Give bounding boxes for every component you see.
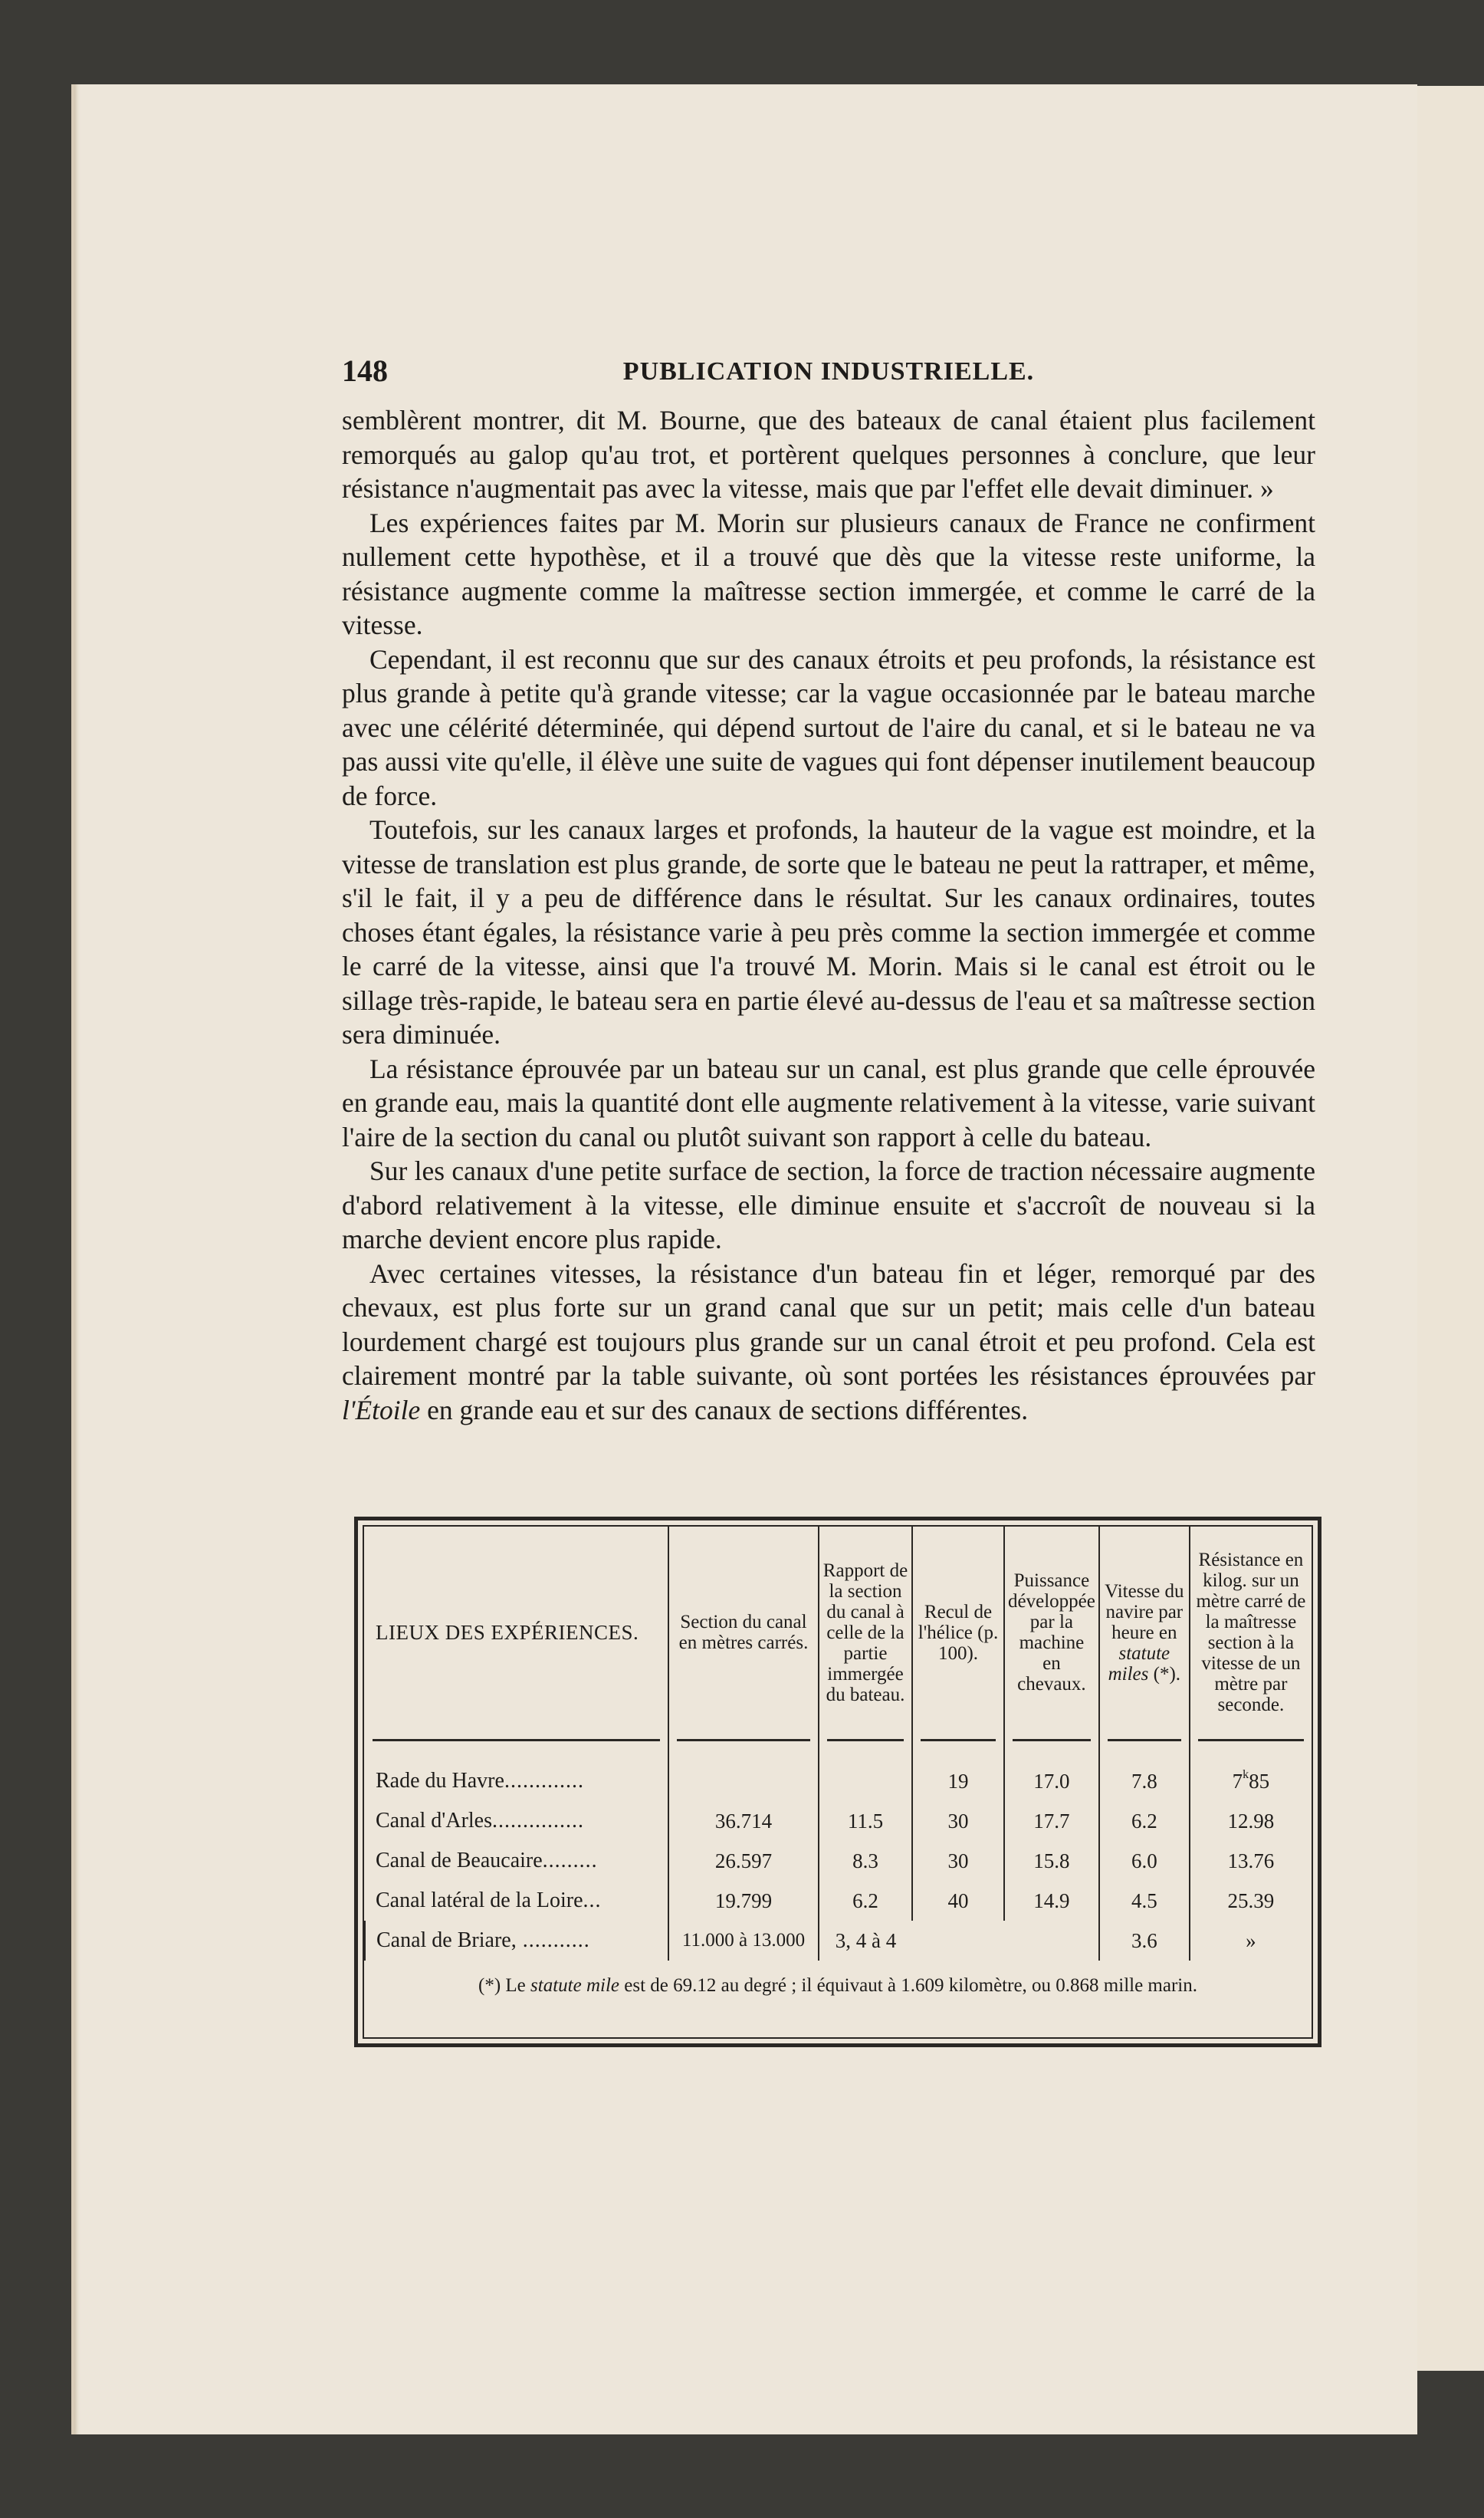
paragraph-certaines-vitesses: Avec certaines vitesses, la résistance d'un bateau fin et léger, remorqué par des chevaux, est plus forte sur un grand canal que sur un petit; mais celle d'un bateau lourdement chargé est toujours plus grande sur un canal étroit et peu profond. Cela est clairement montré par la table suivante, où sont portées les résistances éprouvées par l'Étoile en grande eau et sur des canaux de sections différentes.	[342, 1257, 1315, 1425]
running-title: PUBLICATION INDUSTRIELLE.	[622, 357, 1035, 386]
page-number: 148	[342, 353, 388, 388]
facing-page-edge	[1414, 86, 1484, 2371]
table-row: Canal latéral de la Loire... 19.799 6.2 40 14.9 4.5 25.39	[365, 1881, 1312, 1921]
header-vitesse: Vitesse du navire par heure en statute miles (*).	[1099, 1527, 1190, 1743]
table-row: Rade du Havre............. 19 17.0 7.8 7$^k$85	[365, 1761, 1312, 1801]
paragraph-continuation: semblèrent montrer, dit M. Bourne, que des bateaux de canal étaient plus facilement remorqués au galop qu'au trot, et portèrent quelques personnes à conclure, que leur résistance n'augmentait pas avec la vitesse, mais que par l'effet elle devait diminuer. »	[342, 405, 1315, 504]
paragraph-cependant: Cependant, il est reconnu que sur des canaux étroits et peu profonds, la résistance est plus grande à petite qu'à grande vitesse; car la vague occasionnée par le bateau marche avec une célérité déterminée, qui dépend surtout de l'aire du canal, et si le bateau ne va pas aussi vite qu'elle, il élève une suite de vagues qui font dépenser inutilement beaucoup de force.	[342, 643, 1315, 811]
paragraph-toutefois: Toutefois, sur les canaux larges et profonds, la hauteur de la vague est moindre, et la vitesse de translation est plus grande, de sorte que le bateau ne peut la rattraper, et même, s'il le fait, il y a peu de différence dans le résultat. Sur les canaux ordinaires, toutes choses étant égales, la résistance varie à peu près comme la section immergée et comme le carré de la vitesse, ainsi que l'a trouvé M. Morin. Mais si le canal est étroit ou le sillage très-rapide, le bateau sera en partie élevé au-dessus de l'eau et sa maîtresse section sera diminuée.	[342, 814, 1315, 1050]
running-head	[342, 353, 1315, 391]
header-recul: Recul de l'hélice (p. 100).	[912, 1527, 1004, 1743]
experiments-table	[354, 1517, 1321, 2047]
header-resistance: Résistance en kilog. sur un mètre carré de la maîtresse section à la vitesse de un mètre par seconde.	[1190, 1527, 1312, 1743]
table-footnote: (*) Le statute mile est de 69.12 au degré ; il équivaut à 1.609 kilomètre, ou 0.868 mille marin.	[478, 1975, 1197, 1996]
table-row: Canal d'Arles............... 36.714 11.5 30 17.7 6.2 12.98	[365, 1801, 1312, 1841]
header-section: Section du canal en mètres carrés.	[668, 1527, 819, 1743]
paragraph-petite-surface: Sur les canaux d'une petite surface de section, la force de traction nécessaire augmente d'abord relativement à la vitesse, elle diminue ensuite et s'accroît de nouveau si la marche devient encore plus rapide.	[342, 1155, 1315, 1254]
paragraph-resistance: La résistance éprouvée par un bateau sur un canal, est plus grande que celle éprouvée en grande eau, mais la quantité dont elle augmente relativement à la vitesse, varie suivant l'aire de la section du canal ou plutôt suivant son rapport à celle du bateau.	[342, 1053, 1315, 1152]
header-puissance: Puissance développée par la machine en chevaux.	[1004, 1527, 1099, 1743]
body-text	[342, 403, 1315, 1427]
paragraph-morin: Les expériences faites par M. Morin sur plusieurs canaux de France ne confirment nullement cette hypothèse, et il a trouvé que dès que la vitesse reste uniforme, la résistance augmente comme la maîtresse section immergée, et comme le carré de la vitesse.	[342, 507, 1315, 640]
header-lieux: LIEUX DES EXPÉRIENCES.	[365, 1527, 668, 1743]
header-rapport: Rapport de la section du canal à celle de la partie immergée du bateau.	[819, 1527, 912, 1743]
table-row: Canal de Beaucaire......... 26.597 8.3 30 15.8 6.0 13.76	[365, 1841, 1312, 1881]
table-header-row	[365, 1527, 1312, 1743]
ship-name: l'Étoile	[342, 1394, 421, 1425]
table-row: Canal de Briare, ........... 11.000 à 13.000 3, 4 à 4 3.6 »	[365, 1921, 1312, 1961]
